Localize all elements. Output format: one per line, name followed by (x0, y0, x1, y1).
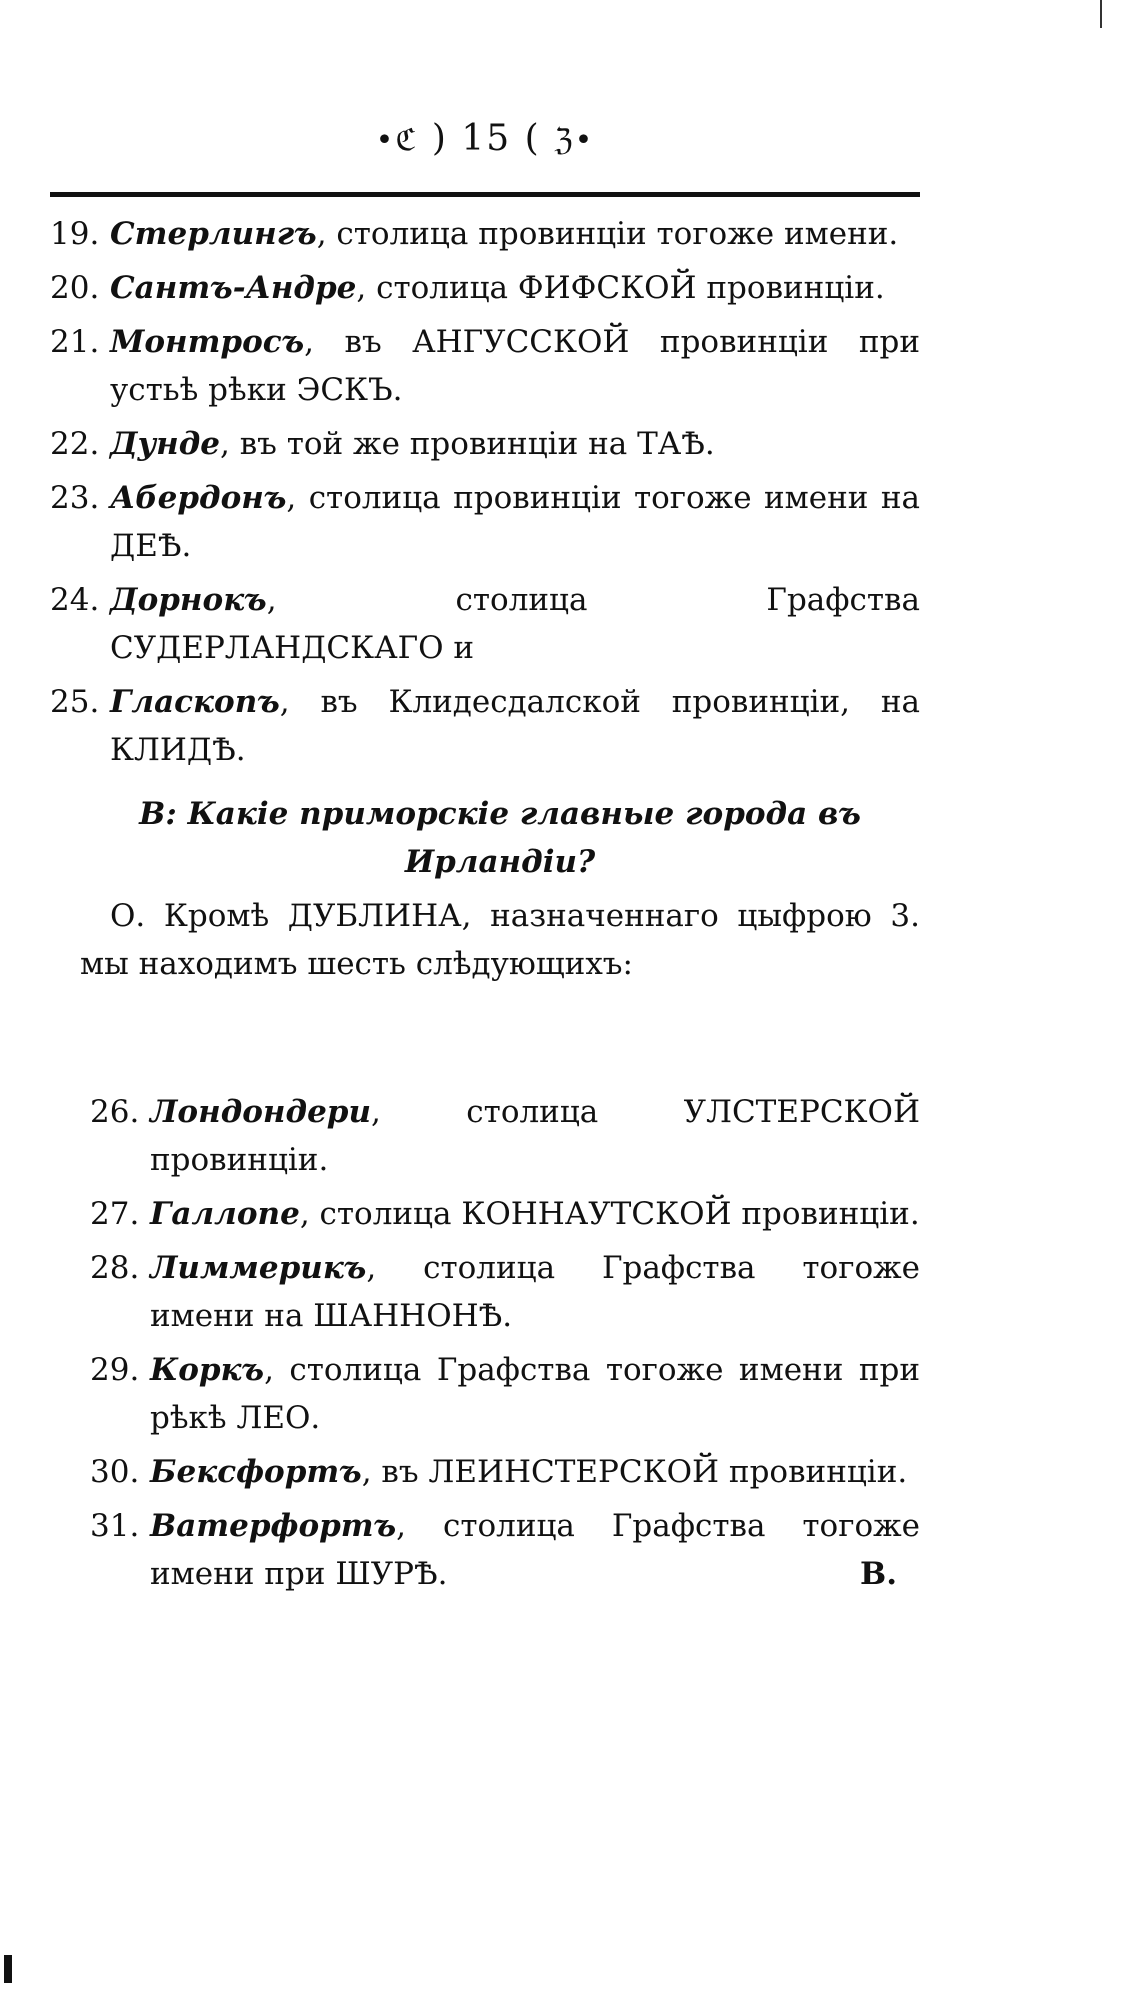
list-item (50, 1190, 920, 1238)
list-item (50, 210, 920, 258)
list-item (50, 264, 920, 312)
item-number: 23. (50, 480, 100, 516)
answer-paragraph: О. Кромѣ ДУБЛИНА, назначеннаго цыфрою 3. мы находимъ шесть слѣдующихъ: (80, 898, 920, 982)
item-text: , въ Клидесдалской провинціи, на КЛИДѢ. (110, 684, 920, 768)
item-text: , столица Графства тогоже имени при рѣкѣ ЛЕО. (150, 1352, 920, 1436)
list-item (50, 318, 920, 414)
item-text: , въ ЛЕИНСТЕРСКОЙ провинціи. (361, 1454, 908, 1490)
list-item (50, 474, 920, 570)
item-number: 19. (50, 216, 100, 252)
item-number: 20. (50, 270, 100, 306)
list-item (50, 420, 920, 468)
page-number: ) 15 ( (431, 118, 541, 159)
list-item (50, 1244, 920, 1340)
header-rule (50, 192, 920, 197)
list-item (50, 1448, 920, 1496)
page-content (50, 210, 920, 994)
city-name: Лондондери (150, 1094, 372, 1130)
item-text: , въ АНГУССКОЙ провинціи при устьѣ рѣки ЭСКЪ. (110, 324, 920, 408)
list-item (50, 1346, 920, 1442)
scan-mark (4, 1955, 12, 1983)
city-name: Ватерфортъ (150, 1508, 397, 1544)
list-item (50, 576, 920, 672)
scan-edge-line (1100, 0, 1102, 28)
list-item (50, 1088, 920, 1184)
item-number: 21. (50, 324, 100, 360)
item-number: 24. (50, 582, 100, 618)
city-name: Абердонъ (110, 480, 287, 516)
right-ornament: ℨ• (554, 123, 595, 158)
city-name: Гласкопъ (110, 684, 280, 720)
city-name: Дунде (110, 426, 220, 462)
item-text: , столица КОННАУТСКОЙ провинціи. (299, 1196, 920, 1232)
city-name: Лиммерикъ (150, 1250, 367, 1286)
list-item (50, 678, 920, 774)
city-name: Галлопе (150, 1196, 300, 1232)
item-text: , столица Графства СУДЕРЛАНДСКАГО и (110, 582, 920, 666)
item-text: , столица провинціи тогоже имени на ДЕѢ. (110, 480, 920, 564)
item-text: , столица Графства тогоже имени при ШУРѢ. (150, 1508, 920, 1592)
city-name: Сантъ-Андре (110, 270, 357, 306)
item-text: , столица УЛСТЕРСКОЙ провинціи. (150, 1094, 920, 1178)
item-number: 30. (90, 1454, 140, 1490)
item-number: 29. (90, 1352, 140, 1388)
list-item: 31. Ватерфортъ, столица Графства тогоже имени при ШУРѢ. В. (50, 1502, 920, 1598)
item-number: 22. (50, 426, 100, 462)
city-name: Монтросъ (110, 324, 305, 360)
question-heading: В: Какіе приморскіе главные города въ Ирландіи? (139, 796, 861, 880)
city-name: Дорнокъ (110, 582, 267, 618)
book-page (50, 0, 920, 2015)
item-number: 26. (90, 1094, 140, 1130)
city-name: Бексфортъ (150, 1454, 362, 1490)
item-number: 27. (90, 1196, 140, 1232)
page-header (50, 118, 920, 159)
item-text: , въ той же провинціи на ТАѢ. (219, 426, 715, 462)
item-text: , столица Графства тогоже имени на ШАННОНѢ. (150, 1250, 920, 1334)
city-name: Стерлингъ (110, 216, 317, 252)
item-number: 28. (90, 1250, 140, 1286)
item-text: , столица ФИФСКОЙ провинціи. (356, 270, 885, 306)
left-ornament: •ℭ (375, 123, 419, 158)
page-content-lower (50, 1088, 920, 1604)
item-text: , столица провинціи тогоже имени. (316, 216, 899, 252)
city-name: Коркъ (150, 1352, 265, 1388)
item-number: 31. (90, 1508, 140, 1544)
item-number: 25. (50, 684, 100, 720)
